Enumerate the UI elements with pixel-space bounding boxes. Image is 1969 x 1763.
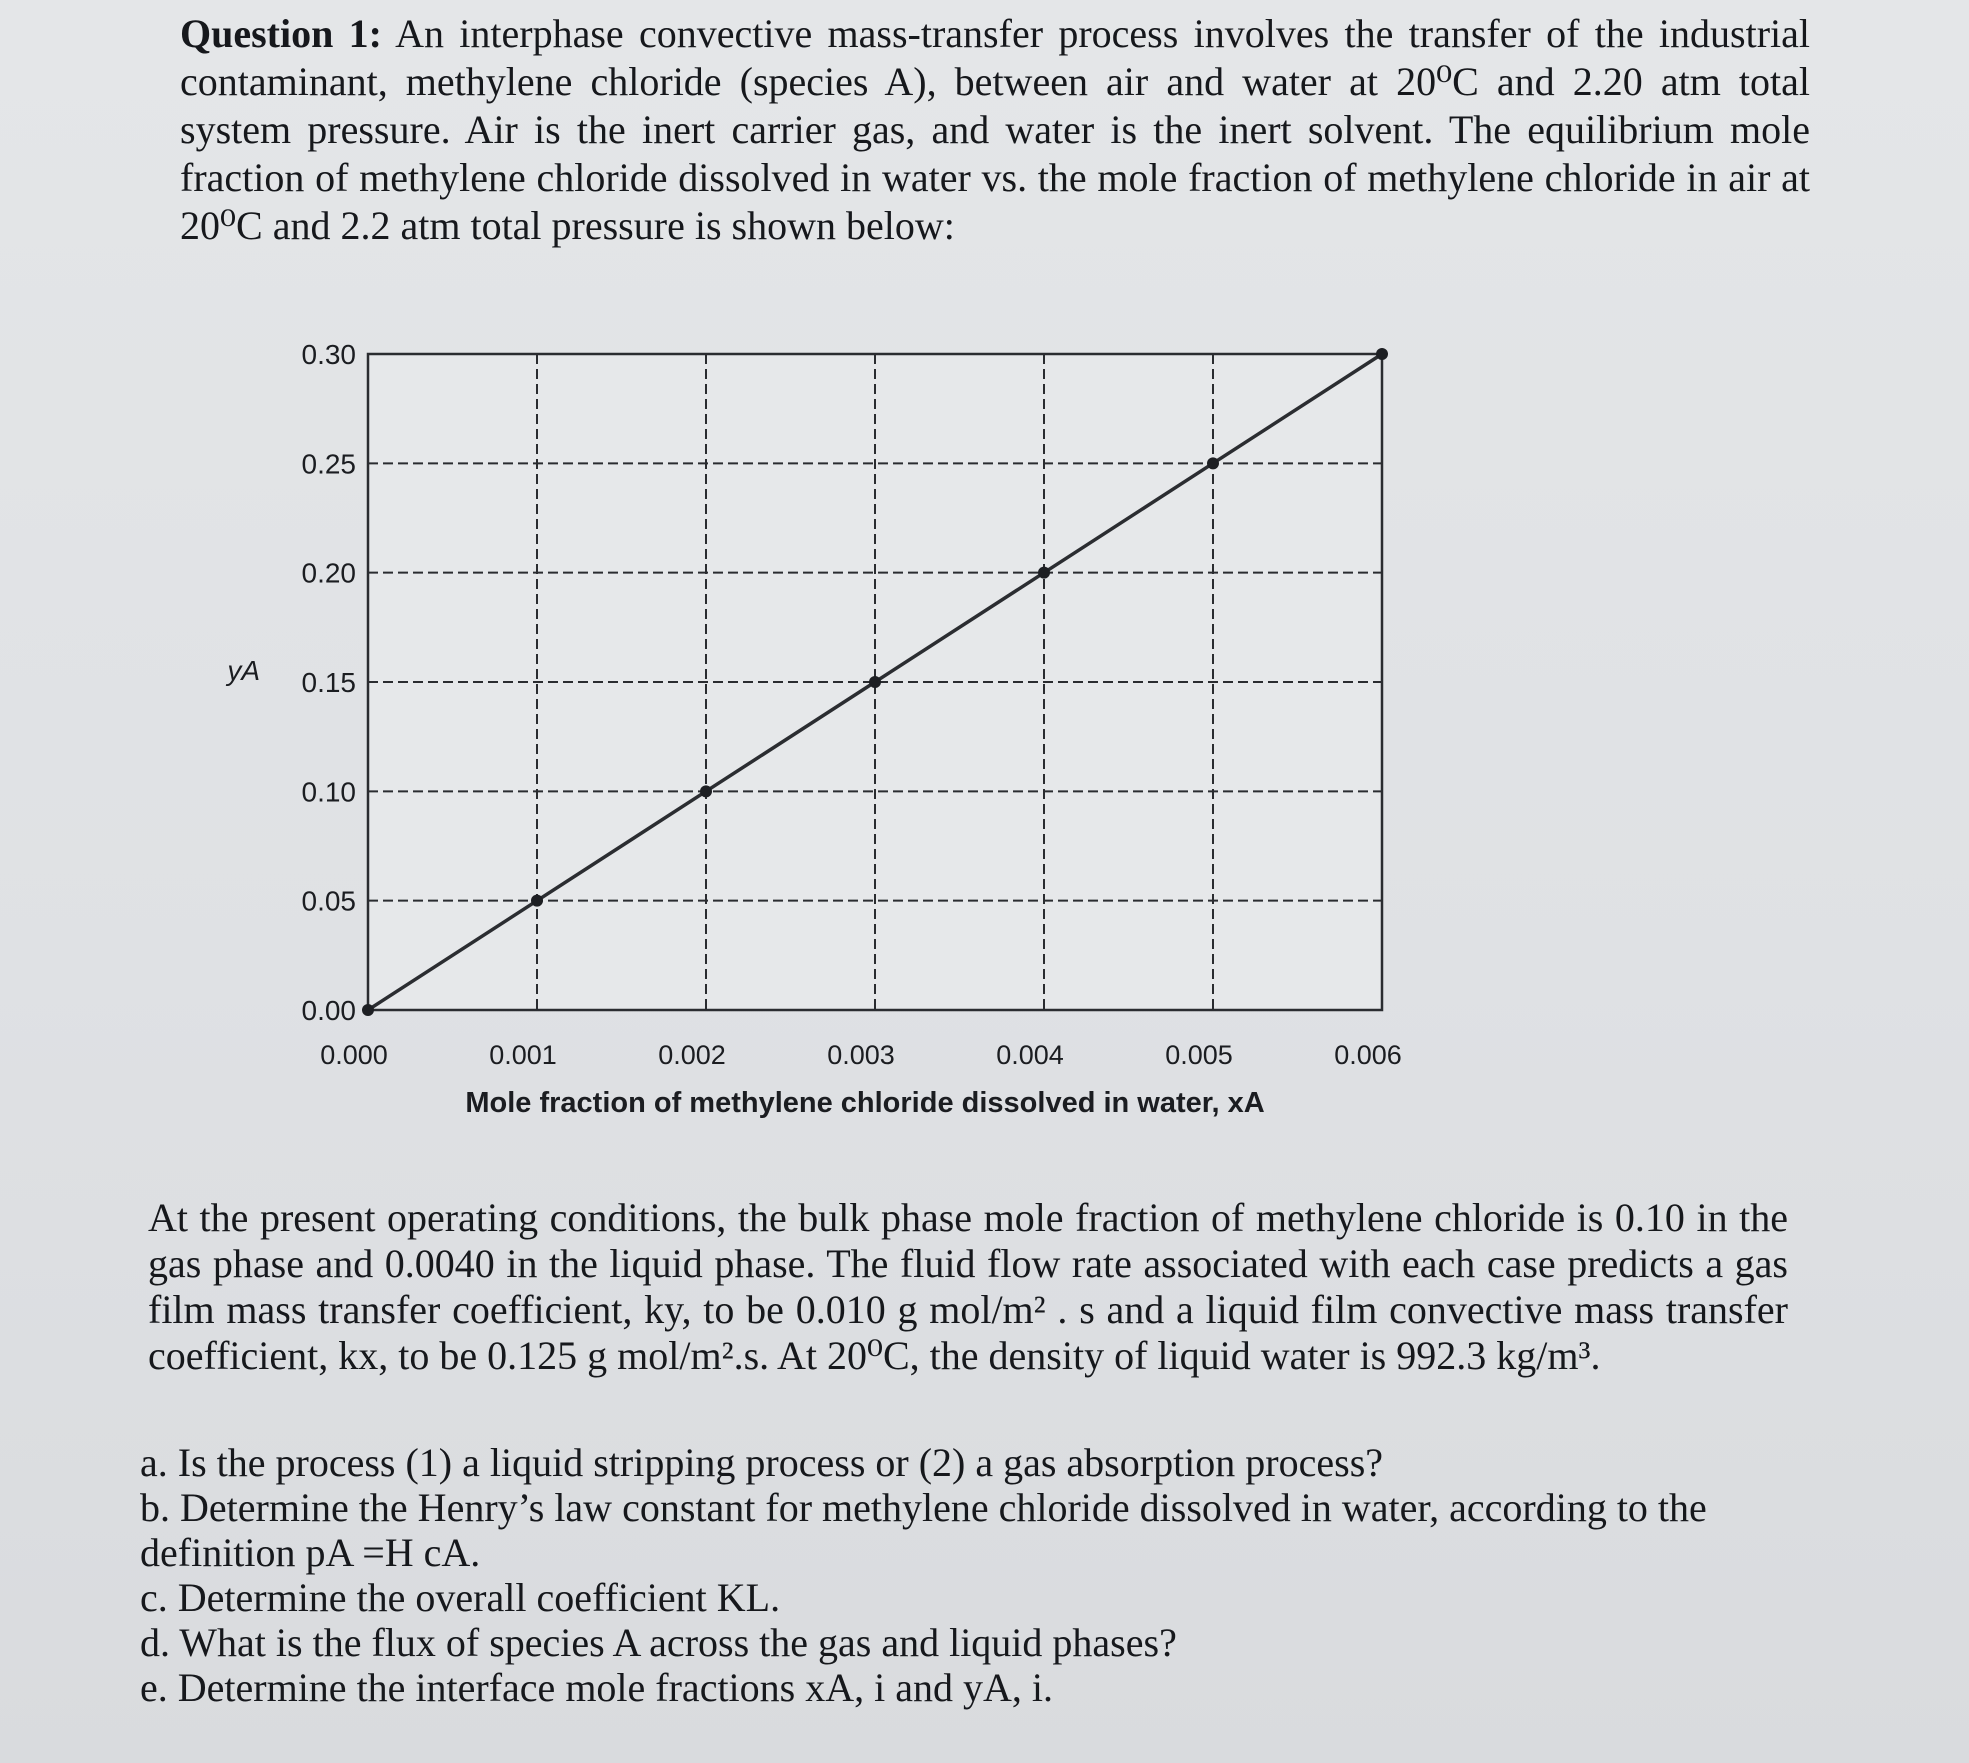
data-point: [1376, 348, 1388, 360]
x-tick-label: 0.003: [827, 1040, 895, 1070]
x-tick-label: 0.002: [658, 1040, 726, 1070]
data-point: [700, 785, 712, 797]
data-point: [531, 895, 543, 907]
data-point: [362, 1004, 374, 1016]
y-tick-label: 0.20: [301, 557, 356, 589]
y-tick-label: 0.00: [301, 995, 356, 1026]
y-tick-label: 0.15: [301, 667, 356, 698]
x-tick-label: 0.000: [320, 1040, 388, 1070]
question-intro-text: An interphase convective mass-transfer process involves the transfer of the industrial contaminant, methylene chloride (species A), between air and water at 20⁰C and 2.20 atm total system pressure. Air is the inert carrier gas, and water is the inert solvent. The equilibrium mole fraction of methylene chloride dissolved in water vs. the mole fraction of methylene chloride in air at 20⁰C and 2.2 atm total pressure is shown below:: [180, 11, 1810, 248]
x-axis-label: Mole fraction of methylene chloride dissolved in water, xA: [465, 1087, 1265, 1119]
y-axis-label: yA: [227, 655, 260, 686]
chart-svg: [220, 330, 1440, 1130]
question-d: d. What is the flux of species A across the gas and liquid phases?: [140, 1620, 1177, 1665]
question-label: Question 1:: [180, 11, 382, 56]
y-tick-label: 0.10: [301, 776, 356, 808]
y-tick-label: 0.05: [301, 885, 356, 917]
x-tick-label: 0.004: [996, 1040, 1064, 1070]
x-tick-label: 0.006: [1334, 1040, 1402, 1070]
question-b: b. Determine the Henry’s law constant for methylene chloride dissolved in water, according to the definition pA =H cA.: [140, 1485, 1707, 1575]
equilibrium-chart: [220, 330, 1440, 1130]
question-a: a. Is the process (1) a liquid stripping process or (2) a gas absorption process?: [140, 1440, 1384, 1485]
x-tick-label: 0.005: [1165, 1040, 1233, 1070]
question-list: [140, 1440, 1790, 1710]
question-e: e. Determine the interface mole fractions xA, i and yA, i.: [140, 1665, 1053, 1710]
data-point: [1207, 457, 1219, 469]
data-point: [869, 676, 881, 688]
data-point: [1038, 567, 1050, 579]
question-c: c. Determine the overall coefficient KL.: [140, 1575, 781, 1620]
operating-conditions: At the present operating conditions, the bulk phase mole fraction of methylene chloride is 0.10 in the gas phase and 0.0040 in the liquid phase. The fluid flow rate associated with each case predicts a gas film mass transfer coefficient, ky, to be 0.010 g mol/m² . s and a liquid film convective mass transfer coefficient, kx, to be 0.125 g mol/m².s. At 20⁰C, the density of liquid water is 992.3 kg/m³.: [148, 1195, 1788, 1378]
question-intro: [180, 10, 1810, 250]
y-tick-label: 0.30: [301, 339, 356, 370]
x-tick-label: 0.001: [489, 1040, 557, 1070]
y-tick-label: 0.25: [301, 448, 356, 480]
